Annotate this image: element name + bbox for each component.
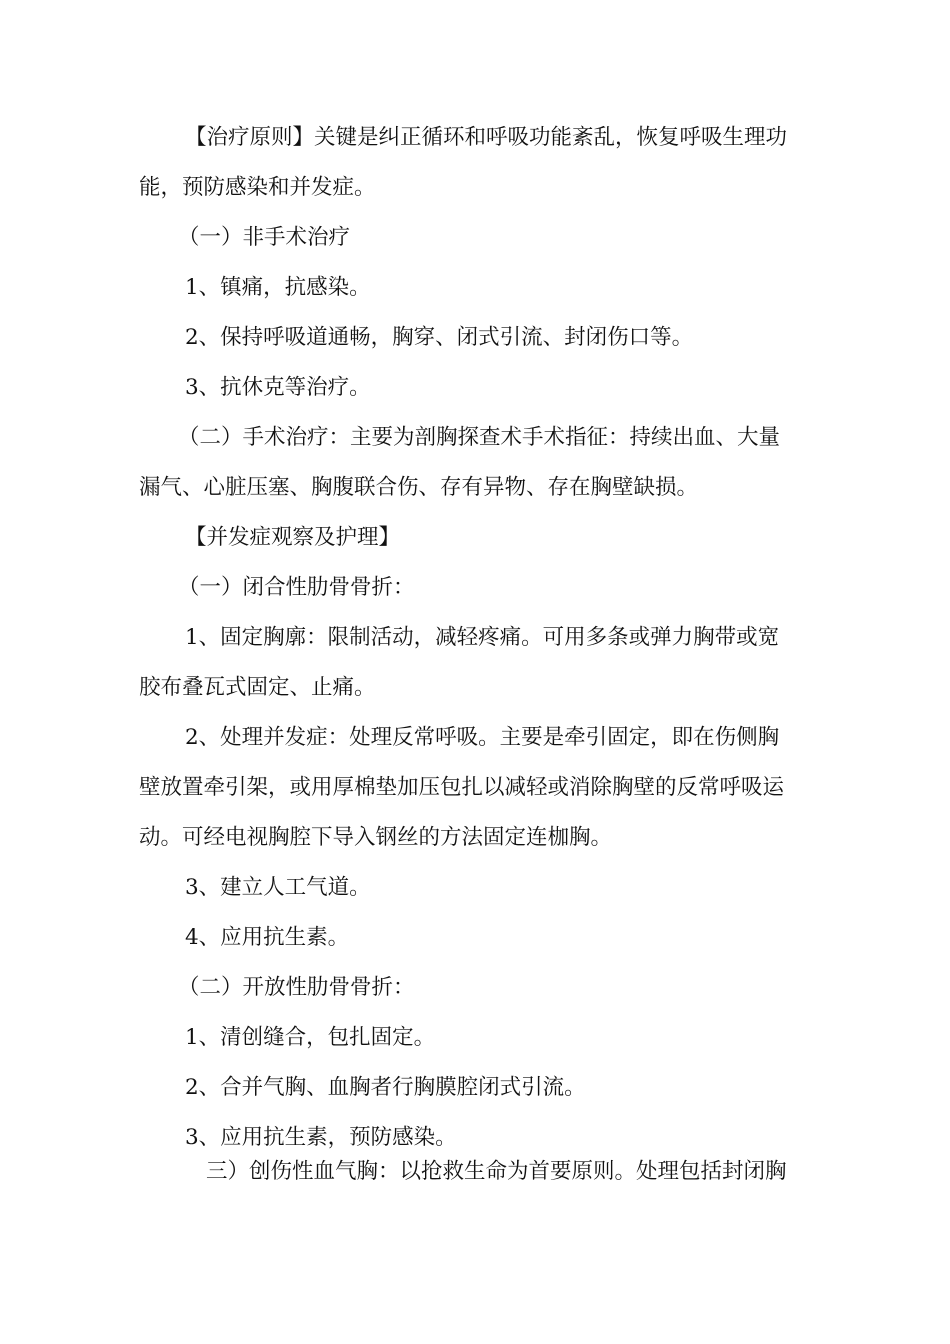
heading-traumatic-hemopneumothorax: 三）创伤性血气胸：以抢救生命为首要原则。处理包括封闭胸 — [206, 1159, 787, 1184]
list-item-complication-handling: 2、处理并发症：处理反常呼吸。主要是牵引固定，即在伤侧胸 — [185, 725, 780, 750]
list-item-debridement: 1、清创缝合，包扎固定。 — [185, 1025, 436, 1050]
list-item-complication-handling-cont1: 壁放置牵引架，或用厚棉垫加压包扎以减轻或消除胸壁的反常呼吸运 — [139, 775, 785, 800]
list-item-artificial-airway: 3、建立人工气道。 — [185, 875, 371, 900]
heading-open-rib-fracture: （二）开放性肋骨骨折： — [178, 975, 415, 1000]
list-item-analgesia: 1、镇痛，抗感染。 — [185, 275, 371, 300]
heading-surgical: （二）手术治疗：主要为剖胸探查术手术指征：持续出血、大量 — [178, 425, 781, 450]
list-item-airway: 2、保持呼吸道通畅，胸穿、闭式引流、封闭伤口等。 — [185, 325, 694, 350]
paragraph-treatment-principle: 【治疗原则】关键是纠正循环和呼吸功能紊乱，恢复呼吸生理功 — [185, 125, 788, 150]
list-item-complication-handling-cont2: 动。可经电视胸腔下导入钢丝的方法固定连枷胸。 — [139, 825, 613, 850]
list-item-infection-prevention: 3、应用抗生素，预防感染。 — [185, 1125, 457, 1150]
paragraph-treatment-principle-cont: 能，预防感染和并发症。 — [139, 175, 376, 200]
list-item-antishock: 3、抗休克等治疗。 — [185, 375, 371, 400]
heading-non-surgical: （一）非手术治疗 — [178, 225, 351, 250]
list-item-fix-thorax-cont: 胶布叠瓦式固定、止痛。 — [139, 675, 376, 700]
section-title-complications: 【并发症观察及护理】 — [185, 525, 401, 550]
list-item-fix-thorax: 1、固定胸廓：限制活动，减轻疼痛。可用多条或弹力胸带或宽 — [185, 625, 780, 650]
list-item-antibiotics: 4、应用抗生素。 — [185, 925, 350, 950]
heading-surgical-cont: 漏气、心脏压塞、胸腹联合伤、存有异物、存在胸壁缺损。 — [139, 475, 699, 500]
heading-closed-rib-fracture: （一）闭合性肋骨骨折： — [178, 575, 415, 600]
list-item-drainage: 2、合并气胸、血胸者行胸膜腔闭式引流。 — [185, 1075, 586, 1100]
